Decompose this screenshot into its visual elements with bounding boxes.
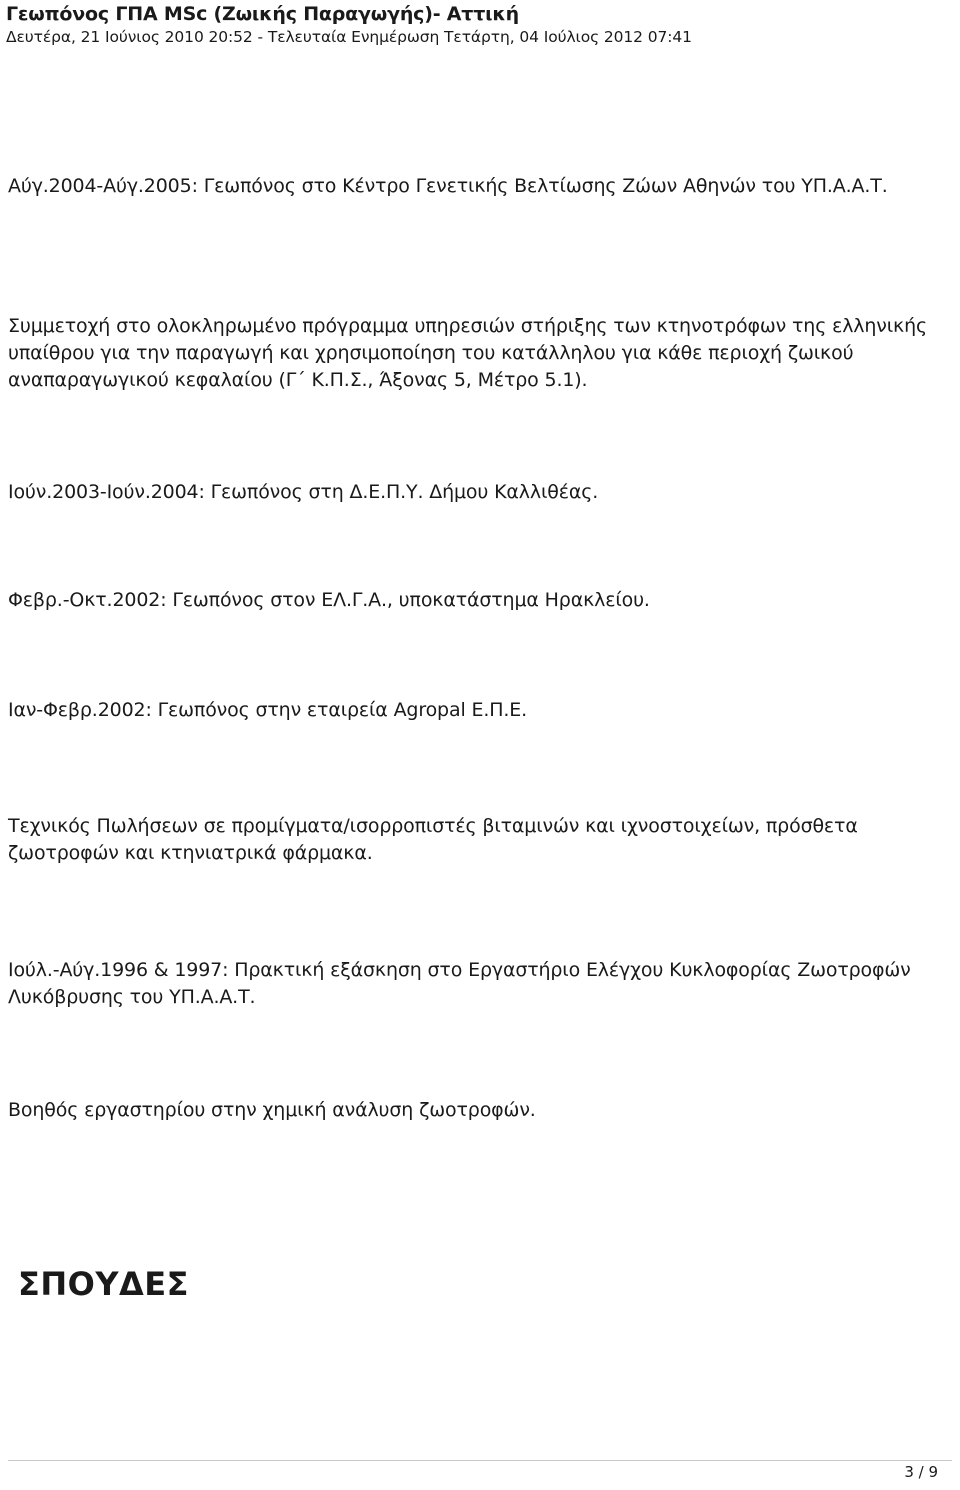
document-title: Γεωπόνος ΓΠΑ MSc (Ζωικής Παραγωγής)- Αττική	[6, 3, 519, 25]
cv-entry-depy-kallithea: Ιούν.2003-Ιούν.2004: Γεωπόνος στη Δ.Ε.Π.Υ. Δήμου Καλλιθέας.	[8, 481, 599, 503]
footer-divider	[8, 1460, 952, 1461]
cv-entry-practical-training: Ιούλ.-Αύγ.1996 & 1997: Πρακτική εξάσκηση στο Εργαστήριο Ελέγχου Κυκλοφορίας Ζωοτροφών Λυκόβρυσης του ΥΠ.Α.Α.Τ.	[8, 959, 911, 1008]
document-dates: Δευτέρα, 21 Ιούνιος 2010 20:52 - Τελευταία Ενημέρωση Τετάρτη, 04 Ιούλιος 2012 07:41	[6, 28, 692, 46]
cv-entry-kgbz-athens: Αύγ.2004-Αύγ.2005: Γεωπόνος στο Κέντρο Γενετικής Βελτίωσης Ζώων Αθηνών του ΥΠ.Α.Α.Τ.	[8, 175, 888, 197]
cv-entry-agropal: Ιαν-Φεβρ.2002: Γεωπόνος στην εταιρεία Agropal Ε.Π.Ε.	[8, 699, 527, 721]
page-header	[6, 2, 950, 48]
cv-entry-elga-heraklion: Φεβρ.-Οκτ.2002: Γεωπόνος στον ΕΛ.Γ.Α., υποκατάστημα Ηρακλείου.	[8, 589, 650, 611]
page-number: 3 / 9	[904, 1463, 938, 1481]
section-heading-studies: ΣΠΟΥΔΕΣ	[18, 1265, 189, 1303]
cv-entry-program-participation: Συμμετοχή στο ολοκληρωμένο πρόγραμμα υπηρεσιών στήριξης των κτηνοτρόφων της ελληνικής υπαίθρου για την παραγωγή και χρησιμοποίηση του κατάλληλου για κάθε περιοχή ζωικού αναπαραγωγικού κεφαλαίου (Γ΄ Κ.Π.Σ., Άξονας 5, Μέτρο 5.1).	[8, 315, 927, 391]
cv-entry-sales-technician: Τεχνικός Πωλήσεων σε προμίγματα/ισορροπιστές βιταμινών και ιχνοστοιχείων, πρόσθετα ζωοτροφών και κτηνιατρικά φάρμακα.	[8, 815, 858, 864]
cv-entry-lab-assistant: Βοηθός εργαστηρίου στην χημική ανάλυση ζωοτροφών.	[8, 1099, 536, 1121]
